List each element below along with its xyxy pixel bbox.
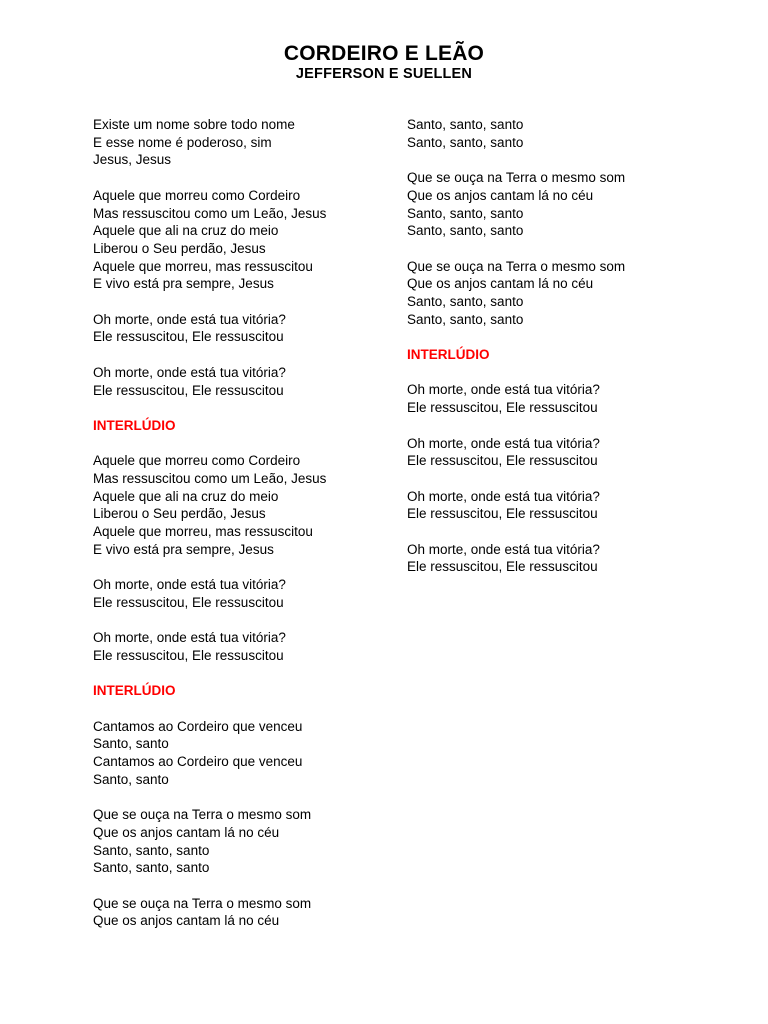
lyric-line: Oh morte, onde está tua vitória? [407, 541, 600, 557]
lyric-line: Oh morte, onde está tua vitória? [93, 364, 286, 380]
verse-block [93, 187, 393, 293]
lyric-line: Oh morte, onde está tua vitória? [407, 382, 600, 398]
lyric-line: Que os anjos cantam lá no céu [407, 187, 594, 203]
verse-block [93, 895, 393, 930]
lyric-line: Aquele que ali na cruz do meio [93, 223, 279, 239]
song-title: CORDEIRO E LEÃO [283, 42, 485, 65]
lyric-line: Liberou o Seu perdão, Jesus [93, 506, 266, 522]
lyric-line: Aquele que morreu, mas ressuscitou [93, 524, 313, 540]
verse-block [93, 364, 393, 399]
section-label-block [407, 346, 707, 364]
verse-block [407, 116, 707, 151]
lyric-line: E esse nome é poderoso, sim [93, 134, 272, 150]
lyric-line: Cantamos ao Cordeiro que venceu [93, 718, 303, 734]
lyric-line: Santo, santo, santo [407, 117, 524, 132]
lyric-line: E vivo está pra sempre, Jesus [93, 541, 274, 557]
lyric-line: Santo, santo, santo [407, 294, 524, 309]
lyric-line: Aquele que morreu como Cordeiro [93, 187, 301, 203]
lyric-line: Oh morte, onde está tua vitória? [93, 630, 286, 646]
verse-block [93, 452, 393, 558]
lyric-line: Ele ressuscitou, Ele ressuscitou [407, 400, 598, 416]
section-label: INTERLÚDIO [93, 417, 176, 433]
lyric-line: Liberou o Seu perdão, Jesus [93, 240, 266, 256]
lyric-line: Ele ressuscitou, Ele ressuscitou [93, 594, 284, 610]
lyric-line: Ele ressuscitou, Ele ressuscitou [93, 647, 284, 663]
lyric-line: Aquele que ali na cruz do meio [93, 488, 279, 504]
lyric-line: Que os anjos cantam lá no céu [407, 276, 594, 292]
lyric-line: Santo, santo, santo [407, 311, 524, 327]
lyric-line: Oh morte, onde está tua vitória? [407, 488, 600, 504]
verse-block [407, 488, 707, 523]
section-label: INTERLÚDIO [407, 347, 490, 363]
verse-block [93, 311, 393, 346]
lyrics-column-left [93, 116, 393, 948]
lyric-line: Oh morte, onde está tua vitória? [93, 311, 286, 327]
verse-block [93, 806, 393, 877]
section-label: INTERLÚDIO [93, 683, 176, 699]
lyric-line: Mas ressuscitou como um Leão, Jesus [93, 470, 327, 486]
lyric-line: Santo, santo [93, 736, 169, 752]
verse-block [407, 169, 707, 240]
verse-block [407, 541, 707, 576]
verse-block [93, 718, 393, 789]
lyric-line: Ele ressuscitou, Ele ressuscitou [93, 329, 284, 345]
lyric-line: Existe um nome sobre todo nome [93, 117, 295, 132]
lyric-line: Que se ouça na Terra o mesmo som [93, 895, 312, 911]
lyrics-column-right [407, 116, 707, 594]
verse-block [93, 576, 393, 611]
lyric-line: Que se ouça na Terra o mesmo som [407, 258, 626, 274]
lyric-line: Aquele que morreu, mas ressuscitou [93, 258, 313, 274]
lyric-line: Que os anjos cantam lá no céu [93, 824, 280, 840]
verse-block [93, 629, 393, 664]
lyric-line: Aquele que morreu como Cordeiro [93, 453, 301, 469]
lyric-line: Cantamos ao Cordeiro que venceu [93, 754, 303, 770]
lyric-line: E vivo está pra sempre, Jesus [93, 276, 274, 292]
lyric-line: Que os anjos cantam lá no céu [93, 913, 280, 929]
lyric-line: Mas ressuscitou como um Leão, Jesus [93, 205, 327, 221]
lyric-line: Que se ouça na Terra o mesmo som [93, 807, 312, 823]
section-label-block [93, 417, 393, 435]
lyric-line: Santo, santo, santo [407, 223, 524, 239]
lyric-line: Santo, santo [93, 771, 169, 787]
lyric-line: Que se ouça na Terra o mesmo som [407, 170, 626, 186]
verse-block [407, 258, 707, 329]
verse-block [93, 116, 393, 169]
lyric-line: Ele ressuscitou, Ele ressuscitou [93, 382, 284, 398]
lyric-line: Ele ressuscitou, Ele ressuscitou [407, 506, 598, 522]
lyric-line: Ele ressuscitou, Ele ressuscitou [407, 453, 598, 469]
song-artist: JEFFERSON E SUELLEN [295, 66, 473, 82]
lyric-line: Jesus, Jesus [93, 152, 172, 168]
lyric-line: Santo, santo, santo [407, 134, 524, 150]
lyric-line: Santo, santo, santo [93, 860, 210, 876]
lyric-line: Ele ressuscitou, Ele ressuscitou [407, 559, 598, 575]
section-label-block [93, 682, 393, 700]
lyric-line: Santo, santo, santo [407, 205, 524, 221]
verse-block [407, 435, 707, 470]
song-header [0, 42, 768, 83]
lyric-line: Oh morte, onde está tua vitória? [93, 577, 286, 593]
lyric-line: Santo, santo, santo [93, 842, 210, 858]
verse-block [407, 381, 707, 416]
lyric-line: Oh morte, onde está tua vitória? [407, 435, 600, 451]
